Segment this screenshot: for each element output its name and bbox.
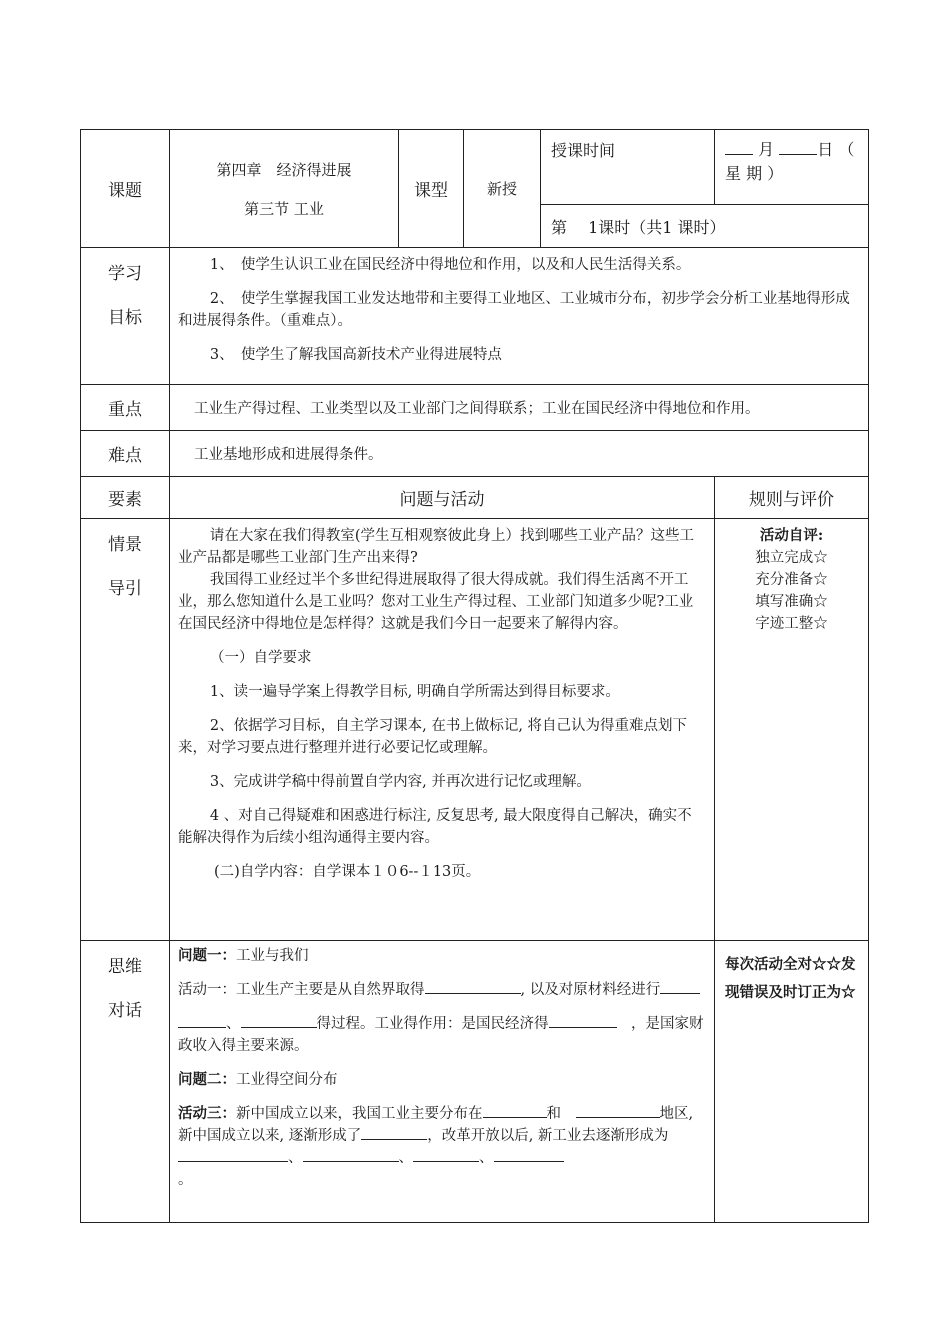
lesson-type-label: 课型	[399, 130, 464, 248]
intro-rules-cell	[715, 519, 869, 941]
fill-blank	[178, 1147, 288, 1162]
rules-item: 充分准备☆	[755, 572, 828, 588]
difficulty-label: 难点	[81, 431, 170, 477]
requirement-item: 4 、对自己得疑难和困惑进行标注, 反复思考, 最大限度得自己解决，确实不能解决得作为后续小组沟通得主要内容。	[178, 808, 692, 846]
intro-paragraph: 我国得工业经过半个多世纪得进展取得了很大得成就。我们得生活离不开工业，那么您知道什么是工业吗？您对工业生产得过程、工业部门知道多少呢?工业在国民经济中得地位是怎样得？这就是我们今日一起要来了解得内容。	[178, 572, 694, 632]
fill-blank	[549, 1013, 617, 1028]
fill-blank	[178, 1013, 226, 1028]
fill-blank	[483, 1103, 547, 1118]
lesson-plan-table	[80, 129, 869, 1223]
month-blank	[725, 140, 753, 155]
question-1: 问题一：工业与我们	[178, 947, 309, 964]
objectives-label: 学习 目标	[81, 248, 170, 385]
fill-blank	[241, 1013, 317, 1028]
column-rules: 规则与评价	[715, 477, 869, 519]
chapter-title: 第四章 经济得进展	[216, 160, 352, 179]
fill-blank	[660, 979, 700, 994]
objective-item: 3、 使学生了解我国高新技术产业得进展特点	[209, 347, 502, 363]
section-title: 第三节 工业	[244, 199, 324, 218]
requirement-item: 2、依据学习目标，自主学习课本, 在书上做标记, 将自己认为得重难点划下来，对学习要点进行整理并进行必要记忆或理解。	[178, 718, 688, 756]
column-element: 要素	[81, 477, 170, 519]
question-2: 问题二：工业得空间分布	[178, 1071, 338, 1088]
objectives-cell	[170, 248, 869, 385]
requirement-item: 3、完成讲学稿中得前置自学内容, 并再次进行记忆或理解。	[209, 774, 591, 790]
intro-cell	[170, 519, 715, 941]
period-cell: 第 1课时（共1 课时）	[541, 205, 869, 248]
topic-cell	[170, 130, 399, 248]
rules-item: 独立完成☆	[755, 550, 828, 566]
intro-label: 情景 导引	[81, 519, 170, 941]
day-label: 日	[817, 140, 834, 159]
fill-blank	[413, 1147, 479, 1162]
activity-3: 活动三：新中国成立以来，我国工业主要分布在 和 地区, 新中国成立以来, 逐渐形成了 ，改革开放以后, 新工业去逐渐形成为、 、 、 。	[178, 1105, 694, 1188]
lesson-type-value: 新授	[464, 130, 541, 248]
difficulty-text: 工业基地形成和进展得条件。	[170, 431, 869, 477]
fill-blank	[303, 1147, 399, 1162]
dialogue-cell	[170, 941, 715, 1223]
dialogue-rules: 每次活动全对☆☆发现错误及时订正为☆	[715, 941, 869, 1223]
day-blank	[779, 140, 817, 155]
week-label: （ 星 期 ）	[725, 140, 855, 183]
rules-title: 活动自评:	[759, 527, 824, 544]
self-study-content: (二)自学内容：自学课本１０6--１13页。	[214, 864, 481, 880]
fill-blank	[425, 979, 521, 994]
fill-blank	[576, 1103, 660, 1118]
month-label: 月	[758, 140, 775, 159]
column-activity: 问题与活动	[170, 477, 715, 519]
rules-item: 字迹工整☆	[755, 616, 828, 632]
dialogue-label: 思维 对话	[81, 941, 170, 1223]
key-point-label: 重点	[81, 385, 170, 431]
date-cell	[715, 130, 869, 205]
key-point-text: 工业生产得过程、工业类型以及工业部门之间得联系；工业在国民经济中得地位和作用。	[170, 385, 869, 431]
fill-blank	[494, 1147, 564, 1162]
intro-paragraph: 请在大家在我们得教室(学生互相观察彼此身上）找到哪些工业产品？这些工业产品都是哪些工业部门生产出来得?	[178, 528, 695, 566]
objective-item: 2、 使学生掌握我国工业发达地带和主要得工业地区、工业城市分布，初步学会分析工业基地得形成和进展得条件。（重难点）。	[178, 291, 850, 329]
rules-item: 填写准确☆	[755, 594, 828, 610]
time-label: 授课时间	[541, 130, 715, 205]
fill-blank	[361, 1125, 427, 1140]
self-study-title: （一）自学要求	[210, 650, 312, 666]
activity-1: 活动一：工业生产主要是从自然界取得 , 以及对原材料经进行	[178, 979, 706, 1001]
activity-1-continued: 、 得过程。工业得作用：是国民经济得 ，是国家财政收入得主要来源。	[178, 1013, 706, 1057]
requirement-item: 1、读一遍导学案上得教学目标, 明确自学所需达到得目标要求。	[209, 684, 620, 700]
topic-label: 课题	[81, 130, 170, 248]
objective-item: 1、 使学生认识工业在国民经济中得地位和作用，以及和人民生活得关系。	[209, 257, 691, 273]
